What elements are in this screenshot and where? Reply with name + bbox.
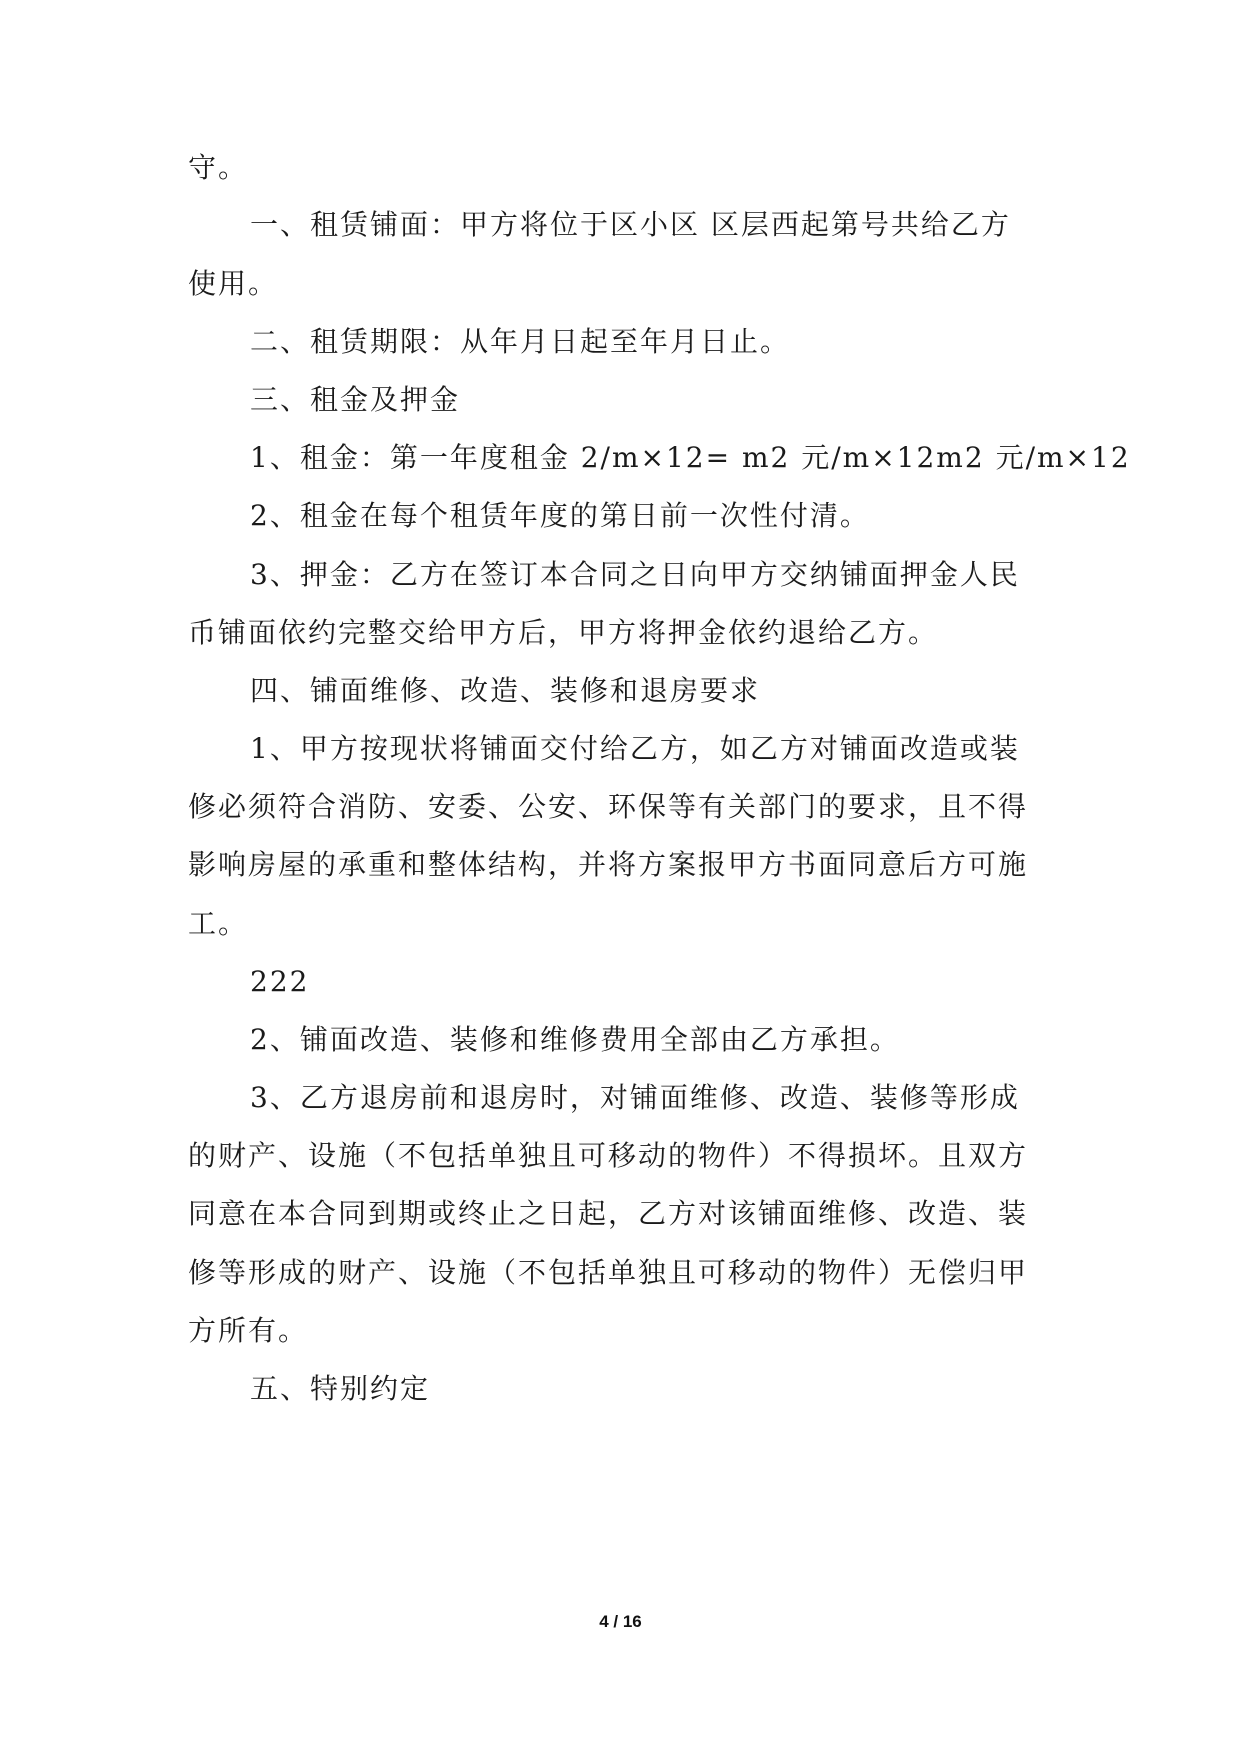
- page-number: 4 / 16: [599, 1612, 642, 1631]
- text-line: 币铺面依约完整交给甲方后，甲方将押金依约退给乙方。: [188, 616, 939, 649]
- text-line: 的财产、设施（不包括单独且可移动的物件）不得损坏。且双方: [188, 1139, 1029, 1172]
- text-line: 工。: [188, 907, 249, 940]
- text-line: 守。: [188, 151, 249, 184]
- text-line: 1、租金：第一年度租金 2/m×12= m2 元/m×12m2 元/m×12: [250, 441, 1131, 474]
- text-line: 修等形成的财产、设施（不包括单独且可移动的物件）无偿归甲: [188, 1256, 1029, 1289]
- text-line: 3、押金：乙方在签订本合同之日向甲方交纳铺面押金人民: [250, 558, 1020, 591]
- text-line: 修必须符合消防、安委、公安、环保等有关部门的要求，且不得: [188, 790, 1029, 823]
- text-line: 五、特别约定: [250, 1372, 431, 1405]
- text-line: 一、租赁铺面：甲方将位于区小区 区层西起第号共给乙方: [250, 208, 1011, 241]
- text-line: 同意在本合同到期或终止之日起，乙方对该铺面维修、改造、装: [188, 1197, 1029, 1230]
- text-line: 使用。: [188, 267, 279, 300]
- text-line: 1、甲方按现状将铺面交付给乙方，如乙方对铺面改造或装: [250, 732, 1020, 765]
- text-line: 二、租赁期限：从年月日起至年月日止。: [250, 325, 791, 358]
- text-line: 2、铺面改造、装修和维修费用全部由乙方承担。: [250, 1023, 900, 1056]
- text-line: 方所有。: [188, 1314, 309, 1347]
- text-line: 四、铺面维修、改造、装修和退房要求: [250, 674, 761, 707]
- text-line: 222: [250, 965, 310, 998]
- text-line: 2、租金在每个租赁年度的第日前一次性付清。: [250, 499, 870, 532]
- text-line: 3、乙方退房前和退房时，对铺面维修、改造、装修等形成: [250, 1081, 1020, 1114]
- text-line: 三、租金及押金: [250, 383, 461, 416]
- text-line: 影响房屋的承重和整体结构，并将方案报甲方书面同意后方可施: [188, 848, 1029, 881]
